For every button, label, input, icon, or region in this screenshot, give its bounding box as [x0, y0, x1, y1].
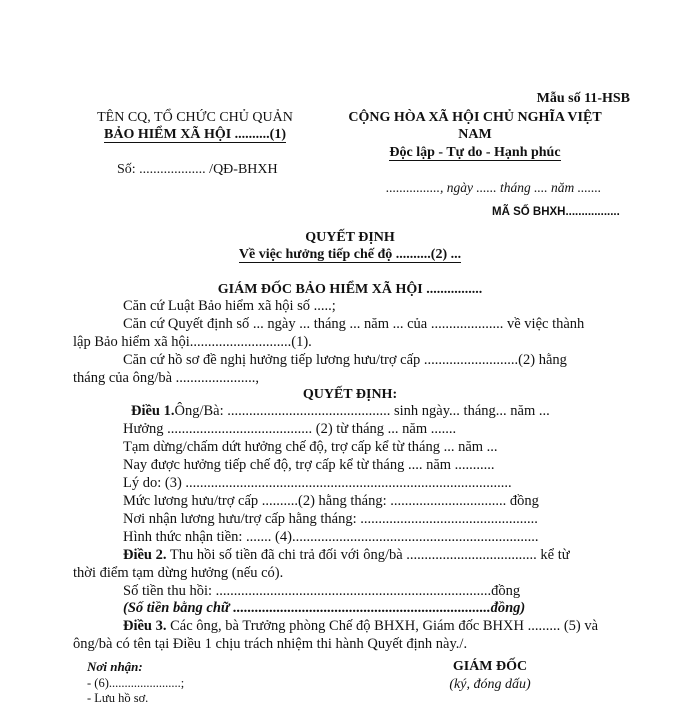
org-line-text: BẢO HIỂM XÃ HỘI ..........(1) [104, 127, 286, 142]
decision-number: Số: ................... /QĐ-BHXH [117, 162, 278, 177]
article-1-text: Ông/Bà: ............................................. sinh ngày... tháng... năm ... [174, 403, 550, 419]
motto [325, 145, 625, 161]
article-2-amount-words: (Số tiền bằng chữ .......................................................................đồng) [123, 600, 526, 616]
article-1-line-6: Mức lương hưu/trợ cấp ..........(2) hằng tháng: ................................ đồng [123, 493, 539, 509]
recipients-heading: Nơi nhận: [87, 659, 143, 674]
preamble-line-3: lập Bảo hiểm xã hội............................(1). [73, 334, 312, 350]
decision-title: QUYẾT ĐỊNH [305, 230, 395, 245]
article-3-line-2: ông/bà có tên tại Điều 1 chịu trách nhiệm thi hành Quyết định này./. [73, 636, 468, 652]
preamble-line-5: tháng của ông/bà ......................, [73, 370, 260, 386]
article-1-line-1 [131, 403, 550, 420]
decision-subtitle: Về việc hưởng tiếp chế độ ..........(2) ... [238, 247, 462, 262]
article-3-text: Các ông, bà Trưởng phòng Chế độ BHXH, Giám đốc BHXH ......... (5) và [170, 618, 599, 634]
article-2-amount: Số tiền thu hồi: ............................................................................đồng [123, 583, 521, 599]
agency-line: TÊN CQ, TỔ CHỨC CHỦ QUẢN [97, 110, 293, 125]
preamble-line-1: Căn cứ Luật Bảo hiểm xã hội số .....; [123, 298, 336, 314]
article-1-line-7: Nơi nhận lương hưu/trợ cấp hằng tháng: ................................................. [123, 511, 538, 527]
article-3-line-1 [123, 618, 598, 635]
org-line [60, 127, 330, 143]
republic-line-2: NAM [458, 127, 492, 142]
signature-note: (ký, đóng dấu) [449, 677, 531, 692]
article-1-line-4: Nay được hưởng tiếp chế độ, trợ cấp kể từ tháng .... năm ........... [123, 457, 495, 473]
form-code: Mẫu số 11-HSB [536, 91, 630, 106]
article-2-line-2: thời điểm tạm dừng hưởng (nếu có). [73, 565, 284, 581]
director-heading: GIÁM ĐỐC BẢO HIỂM XÃ HỘI ................ [217, 282, 483, 297]
decision-subtitle-wrap [200, 247, 500, 263]
date-line: ................, ngày ...... tháng .... năm ....... [386, 180, 602, 195]
article-1-label: Điều 1. [131, 403, 175, 419]
bhxh-code: MÃ SỐ BHXH................. [492, 206, 620, 218]
preamble-line-2: Căn cứ Quyết định số ... ngày ... tháng ... năm ... của .................... về việc thành [123, 316, 585, 332]
recipient-item-2: - Lưu hồ sơ. [87, 691, 149, 705]
motto-text: Độc lập - Tự do - Hạnh phúc [389, 145, 561, 160]
article-2-line-1 [123, 547, 570, 564]
article-1-line-8: Hình thức nhận tiền: ....... (4).................................................................... [123, 529, 539, 545]
decision-heading: QUYẾT ĐỊNH: [302, 387, 398, 402]
article-1-line-2: Hưởng ........................................ (2) từ tháng ... năm ....... [123, 421, 457, 437]
republic-line-1: CỘNG HÒA XÃ HỘI CHỦ NGHĨA VIỆT [348, 110, 602, 125]
recipient-item-1: - (6).......................; [87, 676, 185, 690]
article-3-label: Điều 3. [123, 618, 167, 634]
preamble-line-4: Căn cứ hồ sơ đề nghị hưởng tiếp lương hưu/trợ cấp ..........................(2) hằng [123, 352, 567, 368]
article-1-line-3: Tạm dừng/chấm dứt hưởng chế độ, trợ cấp kể từ tháng ... năm ... [123, 439, 498, 455]
article-2-text: Thu hồi số tiền đã chi trả đối với ông/bà .................................... kể từ [169, 547, 570, 563]
article-2-label: Điều 2. [123, 547, 167, 563]
article-1-line-5: Lý do: (3) .......................................................................................... [123, 475, 512, 491]
signature-title: GIÁM ĐỐC [452, 659, 528, 674]
